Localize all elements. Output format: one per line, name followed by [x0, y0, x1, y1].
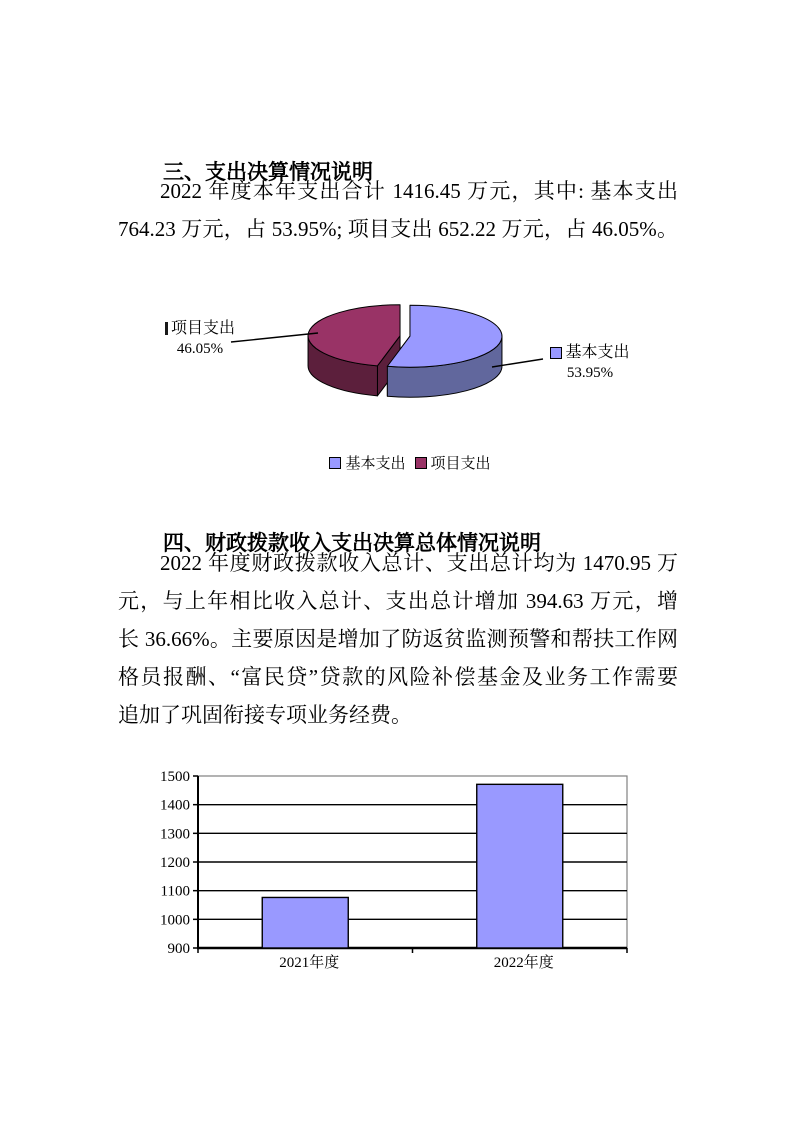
paragraph-line: 764.23 万元，占 53.95%; 项目支出 652.22 万元，占 46.05%。 [118, 217, 678, 241]
pie-legend [130, 452, 690, 473]
x-category-label: 2021年度 [279, 955, 340, 971]
legend-swatch-icon [329, 457, 341, 469]
callout-label: 项目支出 [170, 320, 235, 337]
y-tick-label: 1500 [160, 769, 190, 785]
section3-heading: 三、支出决算情况说明 [163, 161, 373, 185]
callout-label: 基本支出 [565, 344, 630, 361]
y-tick-label: 1000 [160, 912, 190, 929]
section4-heading: 四、财政拨款收入支出决算总体情况说明 [163, 532, 541, 556]
legend-key-swatch-icon [550, 347, 562, 359]
paragraph-line: 2022 年度财政拨款收入总计、支出总计均为 1470.95 万 [160, 551, 678, 575]
callout-percent: 46.05% [176, 341, 224, 357]
y-tick-label: 1200 [160, 855, 190, 871]
pie-callout-basic-expenditure [540, 343, 640, 383]
legend-key-mark-icon [165, 322, 168, 335]
legend-item-basic-expenditure [329, 452, 405, 473]
x-category-label: 2022年度 [493, 955, 554, 971]
y-tick-label: 1100 [160, 883, 190, 900]
callout-leader-line-project [231, 333, 318, 342]
bar-chart [150, 765, 680, 985]
y-tick-label: 1400 [160, 797, 190, 814]
section4-paragraph [118, 544, 678, 734]
callout-percent: 53.95% [566, 365, 614, 381]
paragraph-line: 追加了巩固衔接专项业务经费。 [118, 703, 412, 727]
legend-label: 基本支出 [345, 456, 406, 472]
paragraph-line: 2022 年度本年支出合计 1416.45 万元，其中: 基本支出 [160, 179, 678, 203]
pie-callout-project-expenditure [158, 319, 242, 359]
legend-swatch-icon [415, 457, 427, 469]
bar-2022年度 [477, 784, 563, 948]
legend-item-project-expenditure [415, 452, 491, 473]
paragraph-line: 长 36.66%。主要原因是增加了防返贫监测预警和帮扶工作网 [118, 627, 678, 651]
y-tick-label: 1300 [160, 826, 190, 843]
section3-paragraph [118, 172, 678, 248]
pie-chart [130, 292, 690, 482]
bar-2021年度 [262, 897, 348, 948]
paragraph-line: 格员报酬、“富民贷”贷款的风险补偿基金及业务工作需要 [118, 665, 678, 689]
paragraph-line: 元，与上年相比收入总计、支出总计增加 394.63 万元，增 [118, 589, 678, 613]
bar-chart-canvas [150, 765, 680, 985]
legend-label: 项目支出 [430, 456, 491, 472]
y-tick-label: 900 [167, 941, 190, 957]
